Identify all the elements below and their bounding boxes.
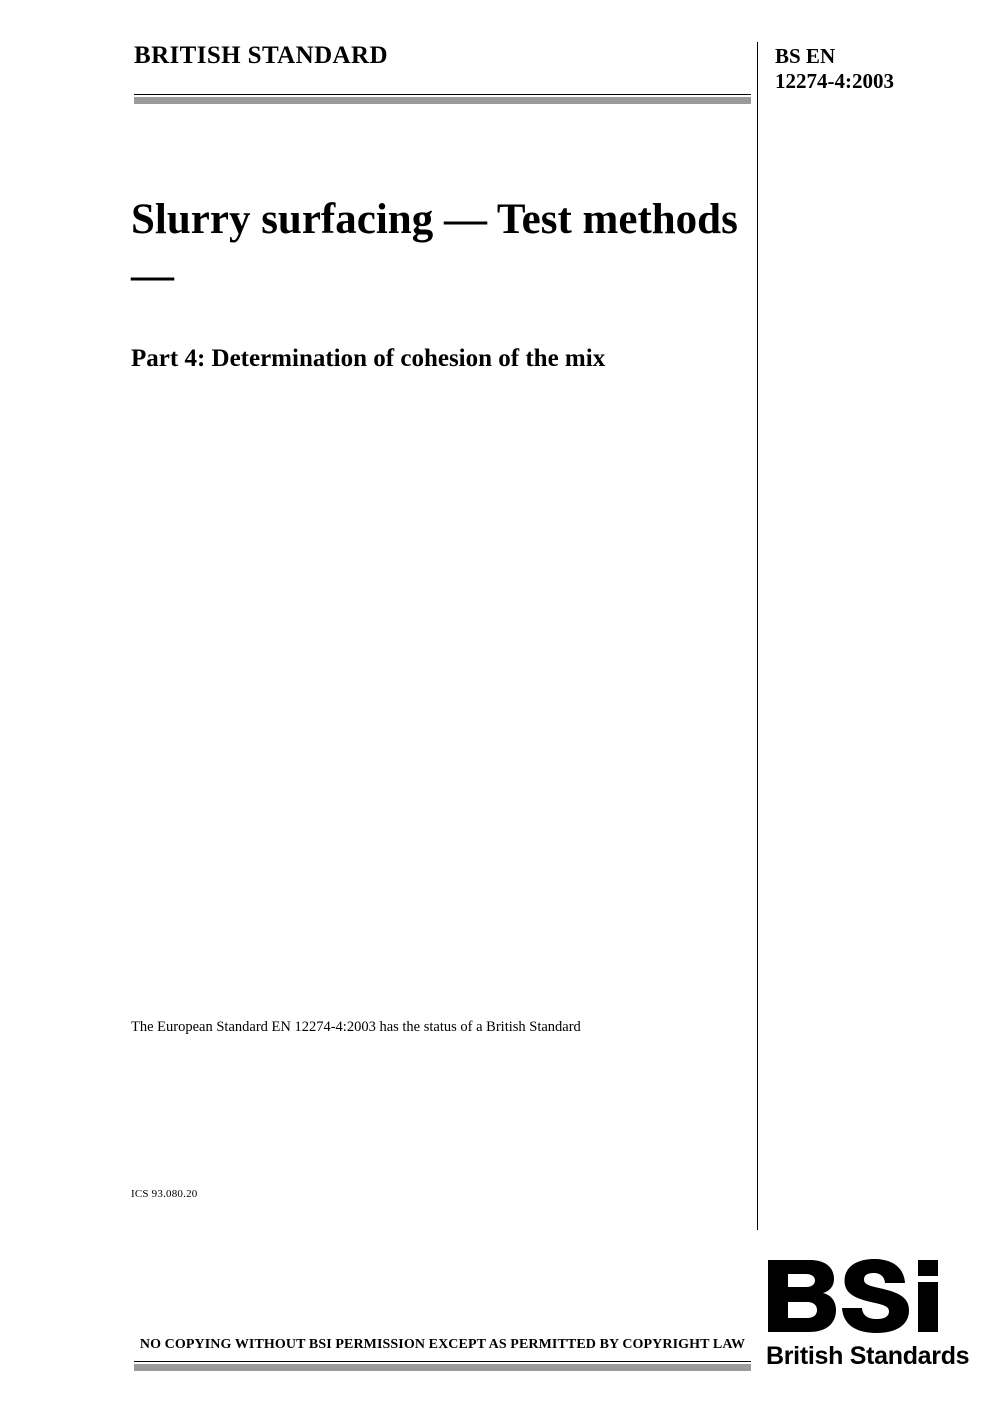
british-standard-label: BRITISH STANDARD — [134, 42, 388, 69]
standard-reference-line2: 12274-4:2003 — [775, 69, 894, 93]
footer-copyright-notice: NO COPYING WITHOUT BSI PERMISSION EXCEPT AS PERMITTED BY COPYRIGHT LAW — [139, 1337, 746, 1352]
title-block — [131, 192, 751, 375]
page-subtitle: Part 4: Determination of cohesion of the mix — [131, 345, 606, 372]
bsi-logo — [766, 1258, 970, 1370]
status-note: The European Standard EN 12274-4:2003 has the status of a British Standard — [131, 1019, 581, 1035]
page-header — [134, 42, 946, 104]
page-title: Slurry surfacing — Test methods — — [131, 196, 738, 299]
header-rule-thick — [134, 97, 751, 104]
standard-reference-line1: BS EN — [775, 44, 836, 68]
header-rule-thin — [134, 94, 751, 95]
footer-rule-thick — [134, 1364, 751, 1371]
bsi-logo-mark — [766, 1258, 948, 1338]
vertical-divider — [757, 42, 758, 1230]
ics-code: ICS 93.080.20 — [131, 1188, 198, 1200]
footer-rule-thin — [134, 1361, 751, 1362]
standard-reference — [775, 44, 894, 94]
bsi-wordmark: British Standards — [766, 1342, 970, 1370]
